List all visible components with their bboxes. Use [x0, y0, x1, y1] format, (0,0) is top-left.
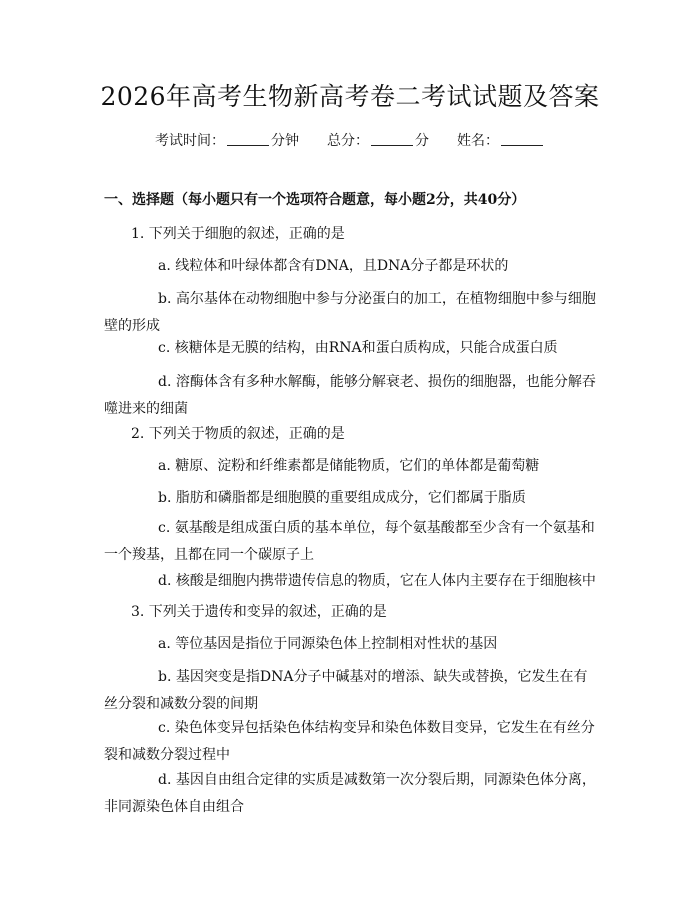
- question-3-option-d: d. 基因自由组合定律的实质是减数第一次分裂后期，同源染色体分离，非同源染色体自由组合: [104, 772, 596, 815]
- question-2-option-a: a. 糖原、淀粉和纤维素都是储能物质，它们的单体都是葡萄糖: [158, 458, 540, 474]
- question-3-option-c: c. 染色体变异包括染色体结构变异和染色体数目变异，它发生在有丝分裂和减数分裂过程中: [104, 720, 595, 763]
- name-blank: [501, 131, 543, 146]
- section-heading: 一、选择题（每小题只有一个选项符合题意，每小题2分，共40分）: [104, 192, 526, 208]
- score-blank: [371, 131, 413, 146]
- time-blank: [227, 131, 269, 146]
- page-title: 2026年高考生物新高考卷二考试试题及答案: [100, 82, 600, 111]
- question-2-option-b: b. 脂肪和磷脂都是细胞膜的重要组成成分，它们都属于脂质: [158, 490, 526, 506]
- time-label: 考试时间：: [155, 133, 225, 149]
- question-2-option-c: c. 氨基酸是组成蛋白质的基本单位，每个氨基酸都至少含有一个氨基和一个羧基，且都在同一个碳原子上: [104, 520, 595, 563]
- question-1-option-a: a. 线粒体和叶绿体都含有DNA，且DNA分子都是环状的: [158, 258, 509, 274]
- question-3-stem: 3. 下列关于遗传和变异的叙述，正确的是: [131, 604, 387, 620]
- time-unit: 分钟: [271, 133, 299, 149]
- score-label: 总分：: [327, 133, 369, 149]
- question-2-stem: 2. 下列关于物质的叙述，正确的是: [131, 426, 345, 442]
- question-2-option-d: d. 核酸是细胞内携带遗传信息的物质，它在人体内主要存在于细胞核中: [158, 573, 596, 589]
- question-1-stem: 1. 下列关于细胞的叙述，正确的是: [131, 226, 345, 242]
- name-label: 姓名：: [457, 133, 499, 149]
- question-1-option-d: d. 溶酶体含有多种水解酶，能够分解衰老、损伤的细胞器，也能分解吞噬进来的细菌: [104, 374, 596, 417]
- score-unit: 分: [415, 133, 429, 149]
- question-3-option-b: b. 基因突变是指DNA分子中碱基对的增添、缺失或替换，它发生在有丝分裂和减数分裂的间期: [104, 669, 588, 712]
- question-3-option-a: a. 等位基因是指位于同源染色体上控制相对性状的基因: [158, 636, 498, 652]
- question-1-option-c: c. 核糖体是无膜的结构，由RNA和蛋白质构成，只能合成蛋白质: [158, 340, 558, 356]
- question-1-option-b: b. 高尔基体在动物细胞中参与分泌蛋白的加工，在植物细胞中参与细胞壁的形成: [104, 291, 596, 334]
- exam-meta: [0, 130, 700, 152]
